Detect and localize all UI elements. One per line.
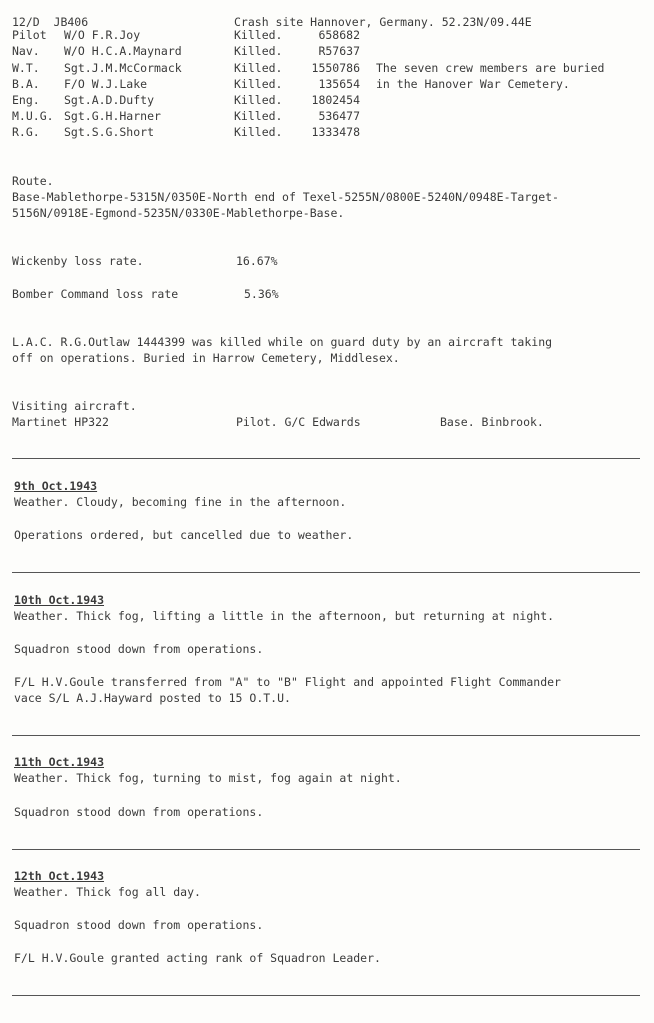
entry-paragraph: vace S/L A.J.Hayward posted to 15 O.T.U. xyxy=(14,691,291,705)
divider xyxy=(12,995,640,996)
crew-status: Killed. xyxy=(234,109,283,123)
crew-role: Eng. xyxy=(12,93,40,107)
crew-status: Killed. xyxy=(234,28,283,42)
crew-name: Sgt.J.M.McCormack xyxy=(64,61,182,75)
entry-date: 9th Oct.1943 xyxy=(14,479,98,493)
burial-note: in the Hanover War Cemetery. xyxy=(376,77,570,91)
entry-paragraph: Squadron stood down from operations. xyxy=(14,918,264,932)
divider xyxy=(12,572,640,573)
crew-row xyxy=(12,27,642,43)
outlaw-note: L.A.C. R.G.Outlaw 1444399 was killed while on guard duty by an aircraft taking xyxy=(12,335,553,349)
entry-weather: Weather. Thick fog, turning to mist, fog again at night. xyxy=(14,771,402,785)
crew-name: Sgt.S.G.Short xyxy=(64,125,155,139)
divider xyxy=(12,735,640,736)
crew-status: Killed. xyxy=(234,125,283,139)
crew-name: F/O W.J.Lake xyxy=(64,77,148,91)
crew-row xyxy=(12,43,642,59)
crew-row xyxy=(12,108,642,124)
visiting-pilot: Pilot. G/C Edwards xyxy=(236,415,361,429)
bomber-command-loss-value: 5.36% xyxy=(244,287,279,301)
crew-role: R.G. xyxy=(12,125,40,139)
crash-site: Crash site Hannover, Germany. 52.23N/09.44E xyxy=(234,15,532,29)
crew-number: 1333478 xyxy=(311,125,360,139)
route-line: 5156N/0918E-Egmond-5235N/0330E-Mablethorpe-Base. xyxy=(12,206,345,220)
entry-paragraph: F/L H.V.Goule granted acting rank of Squadron Leader. xyxy=(14,951,381,965)
route-line: Base-Mablethorpe-5315N/0350E-North end of Texel-5255N/0800E-5240N/0948E-Target- xyxy=(12,190,559,204)
entry-weather: Weather. Cloudy, becoming fine in the afternoon. xyxy=(14,495,347,509)
visiting-aircraft: Martinet HP322 xyxy=(12,415,109,429)
crew-number: 135654 xyxy=(318,77,360,91)
crew-status: Killed. xyxy=(234,61,283,75)
route-label: Route. xyxy=(12,174,54,188)
visiting-base: Base. Binbrook. xyxy=(440,415,544,429)
divider xyxy=(12,849,640,850)
crew-status: Killed. xyxy=(234,93,283,107)
crew-role: Nav. xyxy=(12,44,40,58)
crew-status: Killed. xyxy=(234,77,283,91)
crew-role: B.A. xyxy=(12,77,40,91)
crew-status: Killed. xyxy=(234,44,283,58)
crew-number: 536477 xyxy=(318,109,360,123)
entry-date: 11th Oct.1943 xyxy=(14,755,105,769)
visiting-label: Visiting aircraft. xyxy=(12,399,137,413)
crew-name: W/O H.C.A.Maynard xyxy=(64,44,182,58)
crew-number: 1550786 xyxy=(311,61,360,75)
divider xyxy=(12,458,640,459)
entry-paragraph: Squadron stood down from operations. xyxy=(14,805,264,819)
aircraft-id: 12/D JB406 xyxy=(12,15,89,29)
outlaw-note: off on operations. Buried in Harrow Cemetery, Middlesex. xyxy=(12,351,400,365)
burial-note: The seven crew members are buried xyxy=(376,61,605,75)
crew-role: M.U.G. xyxy=(12,109,54,123)
crew-row xyxy=(12,92,642,108)
wickenby-loss-label: Wickenby loss rate. xyxy=(12,254,144,268)
crew-name: Sgt.G.H.Harner xyxy=(64,109,161,123)
crew-role: W.T. xyxy=(12,61,40,75)
entry-paragraph: Squadron stood down from operations. xyxy=(14,642,264,656)
crew-number: R57637 xyxy=(318,44,360,58)
crew-row xyxy=(12,124,642,140)
crew-name: W/O F.R.Joy xyxy=(64,28,141,42)
bomber-command-loss-label: Bomber Command loss rate xyxy=(12,287,179,301)
entry-date: 12th Oct.1943 xyxy=(14,869,105,883)
entry-paragraph: Operations ordered, but cancelled due to weather. xyxy=(14,528,354,542)
crew-name: Sgt.A.D.Dufty xyxy=(64,93,155,107)
wickenby-loss-value: 16.67% xyxy=(236,254,278,268)
entry-weather: Weather. Thick fog all day. xyxy=(14,885,201,899)
crew-number: 1802454 xyxy=(311,93,360,107)
entry-date: 10th Oct.1943 xyxy=(14,593,105,607)
entry-paragraph: F/L H.V.Goule transferred from "A" to "B" Flight and appointed Flight Commander xyxy=(14,675,561,689)
entry-weather: Weather. Thick fog, lifting a little in the afternoon, but returning at night. xyxy=(14,609,555,623)
crew-role: Pilot xyxy=(12,28,47,42)
crew-number: 658682 xyxy=(318,28,360,42)
